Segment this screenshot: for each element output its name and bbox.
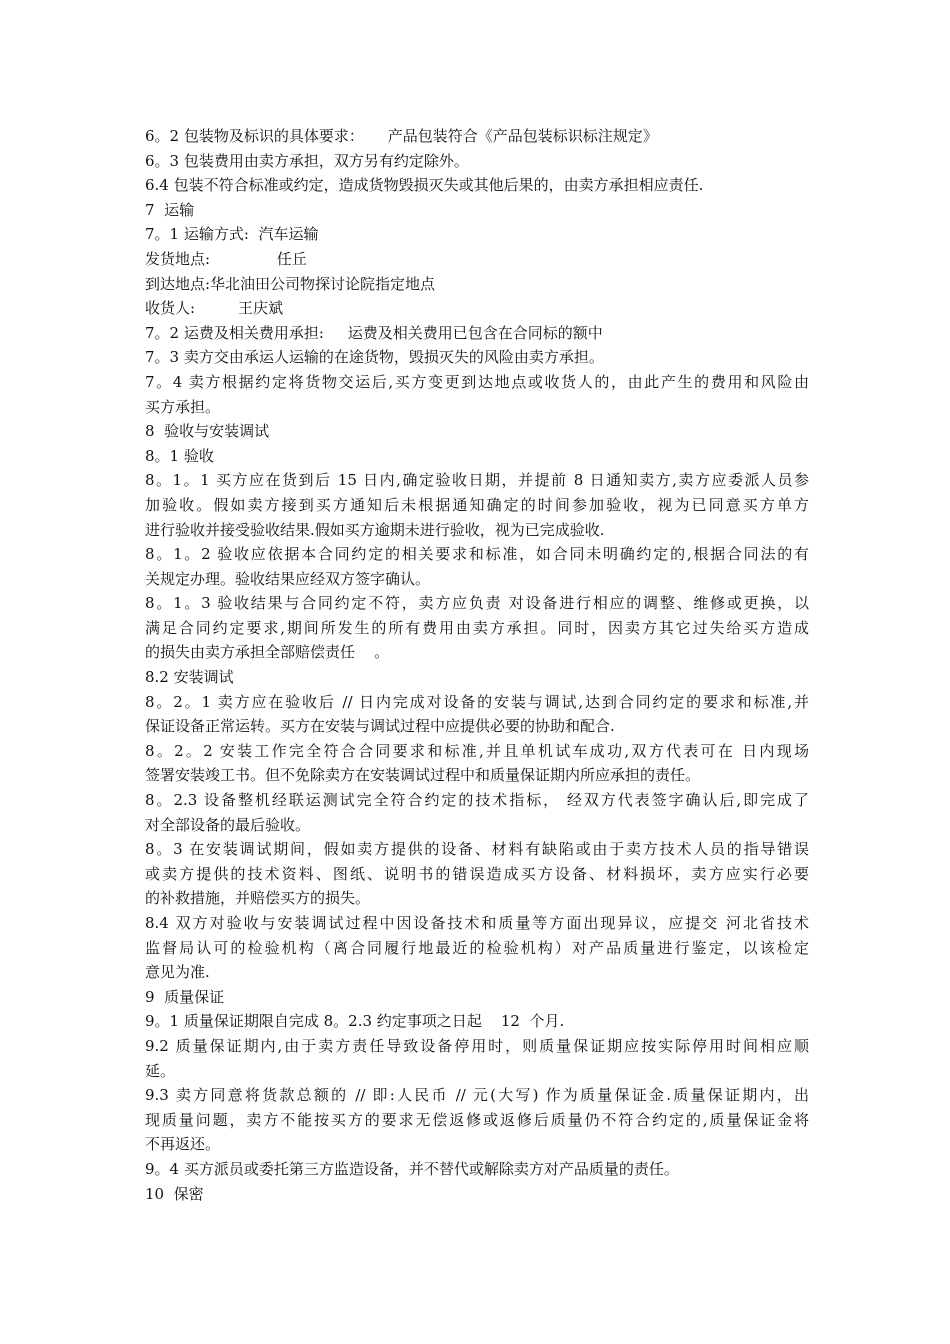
- document-line: 6。2 包装物及标识的具体要求： 产品包装符合《产品包装标识标注规定》: [145, 127, 658, 145]
- document-line: 签署安装竣工书。但不免除卖方在安装调试过程中和质量保证期内所应承担的责任。: [145, 766, 701, 785]
- document-line: 或卖方提供的技术资料、图纸、说明书的错误造成买方设备、材料损坏，卖方应实行必要: [145, 864, 809, 883]
- document-line: 8。2。1 卖方应在验收后 // 日内完成对设备的安装与调试,达到合同约定的要求和标准,并: [145, 692, 809, 711]
- document-line: 9 质量保证: [145, 987, 225, 1006]
- document-line: 不再返还。: [145, 1135, 221, 1154]
- document-line: 8。1 验收: [145, 446, 214, 465]
- document-line: 9。4 买方派员或委托第三方监造设备，并不替代或解除卖方对产品质量的责任。: [145, 1159, 679, 1178]
- document-line: 收货人: 王庆斌: [145, 299, 283, 318]
- document-line: 8.2 安装调试: [145, 668, 234, 687]
- document-line: 现质量问题，卖方不能按买方的要求无偿返修或返修后质量仍不符合约定的,质量保证金将: [145, 1110, 809, 1129]
- document-line: 关规定办理。验收结果应经双方签字确认。: [145, 569, 431, 588]
- document-line: 7。4 卖方根据约定将货物交运后,买方变更到达地点或收货人的，由此产生的费用和风险由: [145, 372, 809, 391]
- document-line: 7。3 卖方交由承运人运输的在途货物，毁损灭失的风险由卖方承担。: [145, 348, 604, 367]
- document-line: 发货地点: 任丘: [145, 249, 307, 268]
- document-line: 的补救措施，并赔偿买方的损失。: [145, 889, 371, 908]
- document-line: 加验收。假如卖方接到买方通知后未根据通知确定的时间参加验收，视为已同意买方单方: [145, 495, 809, 514]
- document-line: 到达地点:华北油田公司物探讨论院指定地点: [145, 274, 436, 293]
- document-line: 监督局认可的检验机构（离合同履行地最近的检验机构）对产品质量进行鉴定，以该检定: [145, 938, 809, 957]
- document-line: 意见为准.: [145, 963, 210, 982]
- document-line: 延。: [145, 1061, 176, 1080]
- document-line: 8 验收与安装调试: [145, 422, 270, 441]
- document-line: 对全部设备的最后验收。: [145, 815, 311, 834]
- document-line: 6.4 包装不符合标准或约定，造成货物毁损灭失或其他后果的，由卖方承担相应责任.: [145, 176, 704, 195]
- document-line: 保证设备正常运转。买方在安装与调试过程中应提供必要的协助和配合.: [145, 717, 615, 736]
- document-line: 8.4 双方对验收与安装调试过程中因设备技术和质量等方面出现异议，应提交 河北省技术: [145, 914, 809, 932]
- document-line: 6。3 包装费用由卖方承担，双方另有约定除外。: [145, 151, 469, 170]
- document-line: 7。2 运费及相关费用承担: 运费及相关费用已包含在合同标的额中: [145, 323, 603, 342]
- document-line: 8。1。3 验收结果与合同约定不符，卖方应负责 对设备进行相应的调整、维修或更换，以: [145, 594, 809, 613]
- document-line: 9.3 卖方同意将货款总额的 // 即:人民币 // 元(大写) 作为质量保证金.质量保证期内，出: [145, 1086, 809, 1105]
- document-line: 7。1 运输方式: 汽车运输: [145, 225, 319, 244]
- document-line: 9.2 质量保证期内,由于卖方责任导致设备停用时，则质量保证期应按实际停用时间相应顺: [145, 1036, 809, 1055]
- document-line: 的损失由卖方承担全部赔偿责任 。: [145, 643, 390, 662]
- document-line: 8。1。2 验收应依据本合同约定的相关要求和标准，如合同未明确约定的,根据合同法的有: [145, 545, 809, 564]
- document-line: 7 运输: [145, 200, 195, 219]
- document-line: 满足合同约定要求,期间所发生的所有费用由卖方承担。同时，因卖方其它过失给买方造成: [145, 618, 809, 637]
- document-line: 8。1。1 买方应在货到后 15 日内,确定验收日期，并提前 8 日通知卖方,卖方应委派人员参: [145, 471, 809, 490]
- document-line: 9。1 质量保证期限自完成 8。2.3 约定事项之日起 12 个月.: [145, 1012, 565, 1031]
- document-line: 8。2.3 设备整机经联运测试完全符合约定的技术指标， 经双方代表签字确认后,即完成了: [145, 791, 809, 810]
- document-line: 8。2。2 安装工作完全符合合同要求和标准,并且单机试车成功,双方代表可在 日内现场: [145, 741, 809, 760]
- document-line: 8。3 在安装调试期间，假如卖方提供的设备、材料有缺陷或由于卖方技术人员的指导错误: [145, 840, 809, 859]
- document-body: [145, 124, 809, 1206]
- document-line: 进行验收并接受验收结果.假如买方逾期未进行验收，视为已完成验收.: [145, 520, 605, 539]
- document-line: 买方承担。: [145, 397, 221, 416]
- document-line: 10 保密: [145, 1184, 204, 1203]
